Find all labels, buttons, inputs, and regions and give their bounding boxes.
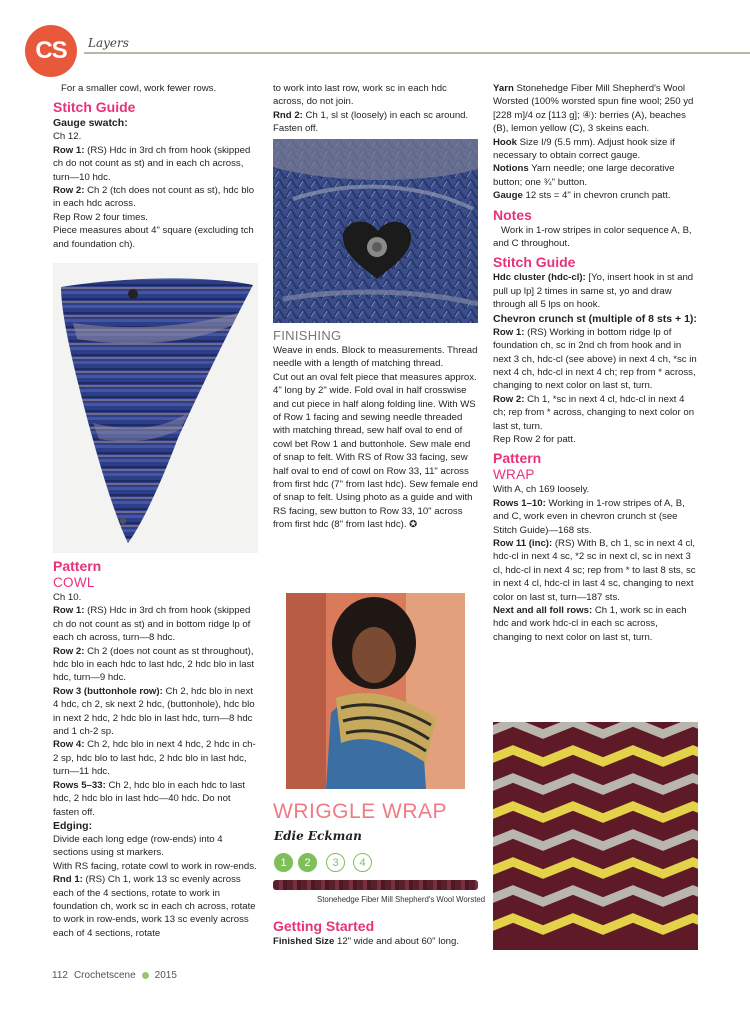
- finishing-para: Cut out an oval felt piece that measures approx. 4" long by 2" wide. Fold oval in half crosswise and cut piece in half along folding line. With WS of Row 1 facing and sewing needle threaded with matching thread, sew half oval to end of cowl bet Row 1 and buttonhole. Sew male end of snap to felt. With RS of Row 33 facing, sew half oval to end of cowl on Row 33, 11" across from first hdc (7" from last hdc). Sew female end of snap to felt. Using photo as a guide and with RS facing, sew button to Row 33, 10" across from first hdc (8" from last hdc). ✪: [273, 371, 478, 531]
- magazine-logo: CS: [25, 25, 77, 77]
- skill-level-1-icon: 1: [274, 853, 293, 872]
- getting-started-block: [273, 917, 478, 948]
- yarn-sample-image: [273, 880, 478, 890]
- column-2-finishing: [273, 328, 478, 532]
- model-photo: [286, 593, 465, 789]
- header-divider: [84, 52, 750, 54]
- chevron-heading: Chevron crunch st (multiple of 8 sts + 1):: [493, 312, 697, 325]
- wrap-line: Rows 1–10: Working in 1-row stripes of A, B, and C, work even in chevron crunch st (see Stitch Guide)—168 sts.: [493, 497, 685, 536]
- cowl-subheading: COWL: [53, 575, 95, 590]
- edging-instructions: [53, 833, 258, 940]
- finishing-para: Weave in ends. Block to measurements. Thread needle with a length of matching thread.: [273, 345, 478, 370]
- material-line: Yarn Stonehedge Fiber Mill Shepherd's Wool Worsted (100% worsted spun fine wool; 250 yd [228 m]/4 oz [113 g]; ④): berries (A), beaches (B), lemon yellow (C), 3 skeins each.: [493, 83, 694, 135]
- material-line: Notions Yarn needle; one large decorative button; one ¾" button.: [493, 163, 675, 188]
- materials-list: [493, 82, 698, 203]
- wriggle-wrap-title: WRIGGLE WRAP: [273, 800, 448, 823]
- magazine-name: Crochetscene: [73, 970, 136, 981]
- column-3: [493, 82, 698, 644]
- intro-text: For a smaller cowl, work fewer rows.: [61, 83, 217, 94]
- getting-started-heading: Getting Started: [273, 918, 375, 934]
- chevron-swatch-photo: [493, 722, 698, 950]
- issue-year: 2015: [154, 970, 177, 981]
- pattern-heading: Pattern: [53, 558, 102, 574]
- footer-dot-icon: [142, 972, 149, 979]
- finished-size-line: Finished Size 12" wide and about 60" long.: [273, 936, 460, 947]
- gauge-line: Rep Row 2 four times.: [53, 211, 148, 223]
- edging-line: With RS facing, rotate cowl to work in row-ends.: [53, 860, 257, 872]
- wrap-line: Next and all foll rows: Ch 1, work sc in each hdc and work hdc-cl in each sc across, changing to next color on last st, turn.: [493, 605, 687, 643]
- wrap-line: With A, ch 169 loosely.: [493, 484, 590, 496]
- pattern-heading-2: Pattern: [493, 450, 542, 467]
- gauge-line: Row 1: (RS) Hdc in 3rd ch from hook (skipped ch do not count as st) and in each ch across, turn—10 hdc.: [53, 144, 251, 183]
- cowl-photo: [53, 263, 258, 553]
- gauge-line: Piece measures about 4" square (excluding tch and foundation ch).: [53, 225, 254, 250]
- stitch-guide-heading-2: Stitch Guide: [493, 254, 576, 271]
- rnd-2-line: Rnd 2: Ch 1, sl st (loosely) in each sc around. Fasten off.: [273, 109, 469, 135]
- designer-name: Edie Eckman: [274, 829, 362, 843]
- wrap-subheading: WRAP: [493, 467, 535, 483]
- gauge-line: Row 2: Ch 2 (tch does not count as st), hdc blo in each hdc across.: [53, 185, 255, 210]
- cowl-line: Row 2: Ch 2 (does not count as st throughout), hdc blo in each hdc to last hdc, 2 hdc blo in last hdc, turn—9 hdc.: [53, 645, 255, 684]
- chevron-line: Row 1: (RS) Working in bottom ridge lp of foundation ch, sc in 2nd ch from hook and in next 3 ch, hdc-cl (see above) in next 4 ch, *sc in next 4 ch, hdc-cl in next 4 ch; rep from * across, changing to next color on last st, turn.: [493, 326, 697, 392]
- button-closeup-photo: [273, 139, 478, 323]
- gauge-swatch-heading: Gauge swatch:: [53, 117, 128, 130]
- stitch-guide-heading: Stitch Guide: [53, 99, 136, 116]
- notes-heading: Notes: [493, 206, 532, 223]
- cowl-line: Row 3 (buttonhole row): Ch 2, hdc blo in next 4 hdc, ch 2, sk next 2 hdc, (buttonhole), hdc blo in next 2 hdc, 2 hdc blo in last hdc, turn—8 hdc and 1 ch-2 sp.: [53, 685, 255, 738]
- gauge-line: Ch 12.: [53, 131, 82, 143]
- wrap-instructions: [493, 483, 698, 644]
- yarn-caption: Stonehedge Fiber Mill Shepherd's Wool Worsted: [317, 895, 486, 904]
- chevron-line: Rep Row 2 for patt.: [493, 433, 576, 445]
- cowl-line: Rows 5–33: Ch 2, hdc blo in each hdc to last hdc, 2 hdc blo in last hdc—40 hdc. Do not fasten off.: [53, 779, 245, 818]
- material-line: Hook Size I/9 (5.5 mm). Adjust hook size if necessary to obtain correct gauge.: [493, 136, 675, 162]
- cowl-line: Ch 10.: [53, 592, 82, 603]
- cowl-instructions: [53, 591, 258, 819]
- notes-text: Work in 1-row stripes in color sequence A, B, and C throughout.: [493, 224, 692, 250]
- rnd-continued: to work into last row, work sc in each hdc across, do not join.: [273, 83, 447, 108]
- skill-level-4-icon: 4: [353, 853, 372, 872]
- edging-heading: Edging:: [53, 819, 93, 832]
- material-line: Gauge 12 sts = 4" in chevron crunch patt.: [493, 190, 671, 202]
- finishing-heading: FINISHING: [273, 328, 342, 343]
- edging-line: Divide each long edge (row-ends) into 4 sections using st markers.: [53, 833, 223, 859]
- column-1-top: [53, 82, 258, 251]
- cowl-line: Row 1: (RS) Hdc in 3rd ch from hook (skipped ch do not count as st) and in bottom ridge lp of each ch across, turn—8 hdc.: [53, 605, 251, 644]
- page-footer: [52, 970, 177, 981]
- section-tag: Layers: [88, 36, 129, 50]
- chevron-instructions: [493, 326, 698, 447]
- cowl-line: Row 4: Ch 2, hdc blo in next 4 hdc, 2 hdc in ch-2 sp, hdc blo to last hdc, 2 hdc blo in last hdc, turn—11 hdc.: [53, 739, 256, 778]
- page-number: 112: [52, 970, 68, 981]
- edging-line: Rnd 1: (RS) Ch 1, work 13 sc evenly across each of the 4 sections, rotate to work in foundation ch, work sc in each ch across, rotate to work in row-ends, work 13 sc evenly across each of 4 sections, rotate: [53, 874, 256, 939]
- skill-level-2-icon: 2: [298, 853, 317, 872]
- column-1-bottom: [53, 557, 258, 940]
- hdc-cluster-line: Hdc cluster (hdc-cl): [Yo, insert hook in st and pull up lp] 2 times in same st, yo and draw through all 5 lps on hook.: [493, 272, 694, 311]
- skill-level-3-icon: 3: [326, 853, 345, 872]
- end-mark-icon: ✪: [409, 519, 418, 531]
- gauge-lines: [53, 130, 258, 251]
- chevron-line: Row 2: Ch 1, *sc in next 4 cl, hdc-cl in next 4 ch; rep from * across, changing to next color on last st, turn.: [493, 393, 695, 432]
- wrap-line: Row 11 (inc): (RS) With B, ch 1, sc in next 4 cl, hdc-cl in next 4 sc, *2 sc in next cl, sc in next 3 cl, hdc-cl in next 4 sc; rep from * to last 8 sts, sc in next 4 cl, hdc-cl in last 4 sc, changing to next color on last st, turn—187 sts.: [493, 537, 696, 603]
- column-2-top: [273, 82, 478, 136]
